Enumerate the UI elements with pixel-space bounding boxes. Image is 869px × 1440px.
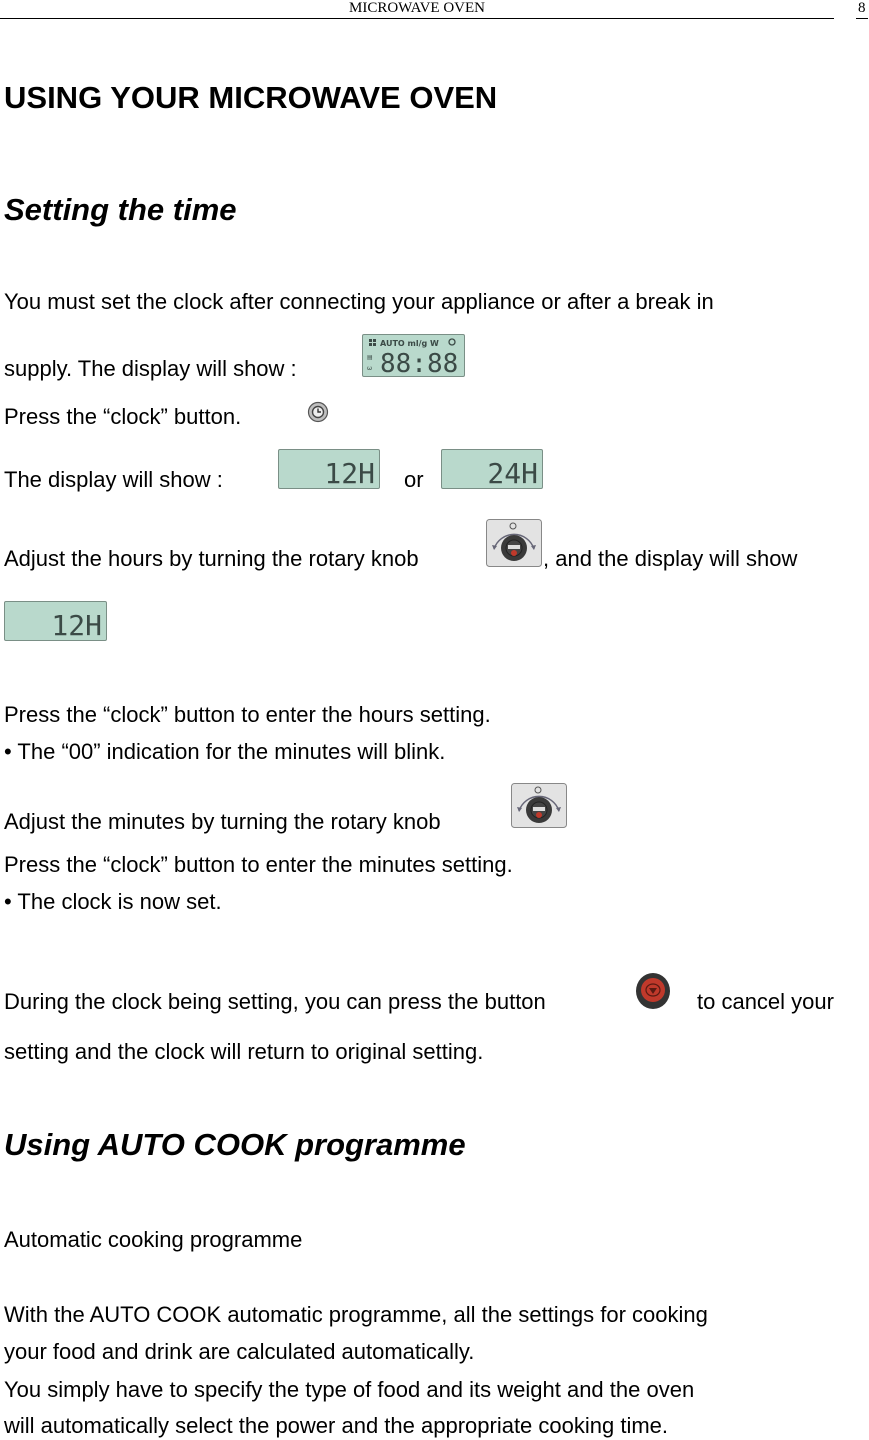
paragraph-line: supply. The display will show : — [4, 356, 297, 381]
section-heading-auto-cook: Using AUTO COOK programme — [4, 1127, 466, 1162]
paragraph-line: You simply have to specify the type of food and its weight and the oven — [4, 1377, 695, 1402]
paragraph-line: your food and drink are calculated automatically. — [4, 1339, 475, 1364]
bullet-line: • The “00” indication for the minutes will blink. — [4, 739, 446, 764]
section-heading-setting-time: Setting the time — [4, 192, 237, 227]
lcd-display-24h — [441, 449, 543, 489]
lcd-display-initial — [362, 334, 465, 377]
lcd-indicator-labels: AUTO ml/g W — [380, 339, 439, 348]
paragraph-line: setting and the clock will return to original setting. — [4, 1039, 484, 1064]
lcd-text: 12H — [324, 457, 375, 488]
svg-text:ω: ω — [367, 365, 373, 372]
page-number: 8 — [858, 0, 866, 16]
rotary-knob-icon — [486, 519, 542, 567]
header-rule — [0, 18, 834, 19]
rotary-knob-icon — [511, 783, 567, 828]
bullet-line: • The clock is now set. — [4, 889, 222, 914]
lcd-text: 24H — [487, 457, 538, 488]
svg-text:▤: ▤ — [367, 354, 373, 361]
paragraph-line: Press the “clock” button. — [4, 404, 242, 429]
paragraph-line: Adjust the minutes by turning the rotary knob — [4, 809, 441, 834]
or-text: or — [404, 467, 424, 492]
paragraph-line: The display will show : — [4, 467, 223, 492]
lcd-display-12h-result — [4, 601, 107, 641]
clock-icon — [306, 401, 330, 423]
paragraph-line: You must set the clock after connecting your appliance or after a break in — [4, 289, 714, 314]
page-number-rule — [856, 18, 868, 19]
paragraph-line: will automatically select the power and the appropriate cooking time. — [4, 1413, 669, 1438]
page-title: USING YOUR MICROWAVE OVEN — [4, 80, 498, 115]
lcd-display-12h — [278, 449, 380, 489]
paragraph-line: Automatic cooking programme — [4, 1227, 303, 1252]
paragraph-line: During the clock being setting, you can press the button — [4, 989, 546, 1014]
paragraph-line: to cancel your — [697, 989, 834, 1014]
paragraph-line: Adjust the hours by turning the rotary knob — [4, 546, 419, 571]
paragraph-line: Press the “clock” button to enter the hours setting. — [4, 702, 491, 727]
stop-button-icon — [634, 971, 672, 1011]
paragraph-line: Press the “clock” button to enter the minutes setting. — [4, 852, 513, 877]
lcd-digits: 88:88 — [380, 349, 459, 376]
lcd-text: 12H — [51, 609, 102, 640]
paragraph-line: , and the display will show — [543, 546, 798, 571]
paragraph-line: With the AUTO COOK automatic programme, all the settings for cooking — [4, 1302, 708, 1327]
running-header: MICROWAVE OVEN — [349, 0, 485, 16]
